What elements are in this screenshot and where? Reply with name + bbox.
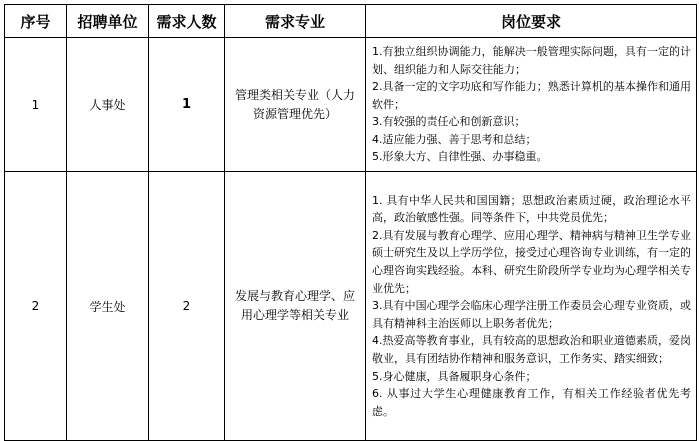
row-requirements <box>366 38 697 172</box>
table-row <box>5 172 697 441</box>
requirement-item: 2.具有发展与教育心理学、应用心理学、精神病与精神卫生学专业硕士研究生及以上学历学位，接受过心理咨询专业训练，有一定的心理咨询实践经验。本科、研究生阶段所学专业均为心理学相关专业优先； <box>372 228 691 295</box>
row-count: 2 <box>149 172 225 441</box>
row-unit: 人事处 <box>67 38 149 172</box>
row-index: 2 <box>5 172 67 441</box>
row-major: 发展与教育心理学、应用心理学等相关专业 <box>225 172 366 441</box>
header-unit: 招聘单位 <box>67 5 149 38</box>
requirement-item: 1. 具有中华人民共和国国籍；思想政治素质过硬，政治理论水平高，政治敏感性强。同等条件下，中共党员优先； <box>372 193 691 225</box>
header-count: 需求人数 <box>149 5 225 38</box>
table-row <box>5 38 697 172</box>
header-index: 序号 <box>5 5 67 38</box>
requirement-item: 2.具备一定的文字功底和写作能力；熟悉计算机的基本操作和通用软件； <box>372 80 691 111</box>
header-row <box>5 5 697 38</box>
requirement-item: 5.形象大方、自律性强、办事稳重。 <box>372 150 548 164</box>
requirement-item: 3.具有中国心理学会临床心理学注册工作委员会心理专业资质，或具有精神科主治医师以上职务者优先； <box>372 299 691 330</box>
requirement-item: 1.有独立组织协调能力，能解决一般管理实际问题，具有一定的计划、组织能力和人际交往能力； <box>372 44 691 76</box>
requirement-item: 6. 从事过大学生心理健康教育工作，有相关工作经验者优先考虑。 <box>372 387 691 418</box>
header-requirements: 岗位要求 <box>366 5 697 38</box>
row-requirements <box>366 172 697 441</box>
header-major: 需求专业 <box>225 5 366 38</box>
requirement-item: 5.身心健康，具备履职身心条件； <box>372 369 537 383</box>
requirement-item: 4.适应能力强、善于思考和总结； <box>372 132 537 146</box>
row-major: 管理类相关专业（人力资源管理优先） <box>225 38 366 172</box>
row-index: 1 <box>5 38 67 172</box>
row-count: 1 <box>149 38 225 172</box>
requirement-item: 4.热爱高等教育事业，具有较高的思想政治和职业道德素质，爱岗敬业，具有团结协作精神和服务意识，工作务实、踏实细致； <box>372 334 691 365</box>
recruitment-table <box>4 4 697 441</box>
row-unit: 学生处 <box>67 172 149 441</box>
requirement-item: 3.有较强的责任心和创新意识； <box>372 115 526 129</box>
